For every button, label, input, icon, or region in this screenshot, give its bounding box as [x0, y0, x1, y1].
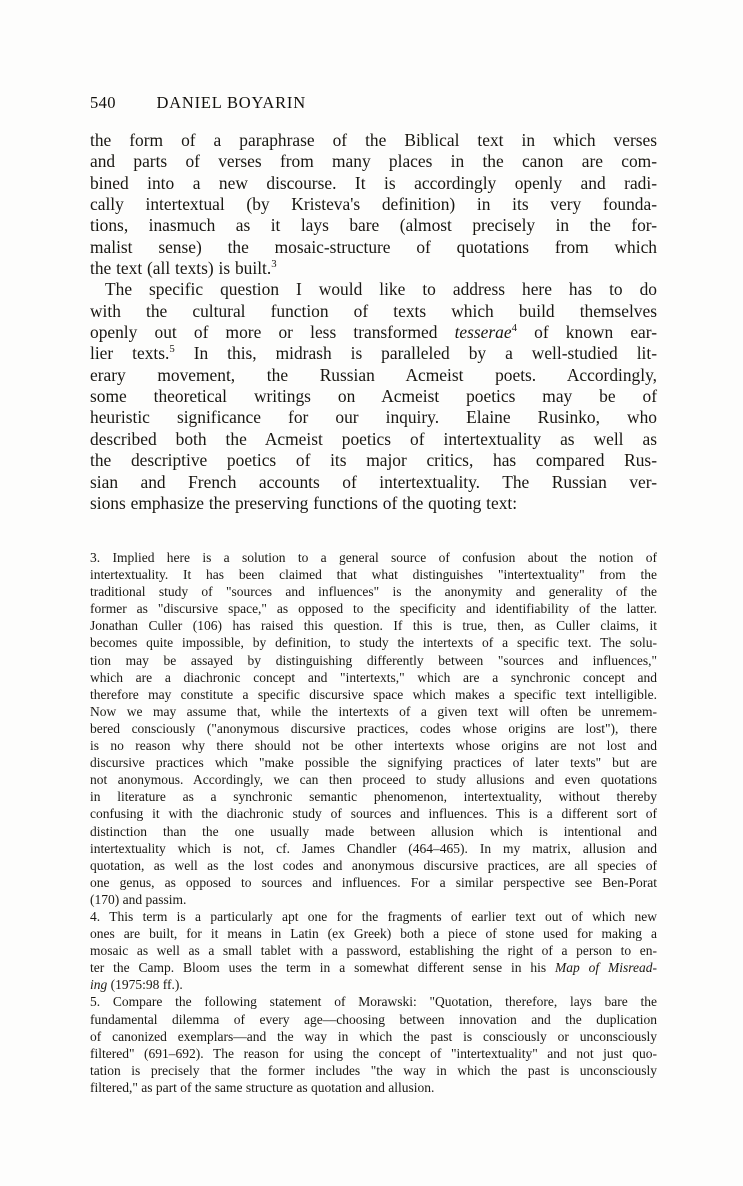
body-text-line: cally intertextual (by Kristeva's definition) in its very founda-	[90, 194, 657, 215]
body-text-line: bined into a new discourse. It is accordingly openly and radi-	[90, 172, 657, 193]
footnote-line: traditional study of "sources and influences" is the anonymity and generality of the	[90, 584, 657, 600]
footnote-line: not anonymous. Accordingly, we can then proceed to study allusions and even quotations	[90, 772, 657, 788]
footnote-line: 4. This term is a particularly apt one for the fragments of earlier text out of which new	[90, 908, 657, 924]
footnote-line: bered consciously ("anonymous discursive practices, codes whose origins are lost"), there	[90, 720, 657, 736]
footnotes	[90, 549, 657, 1096]
footnote-line: Now we may assume that, while the intertexts of a given text will often be unremem-	[90, 703, 657, 719]
body-text-line: described both the Acmeist poetics of intertextuality as well as	[90, 428, 657, 449]
body-text-line: the form of a paraphrase of the Biblical text in which verses	[90, 130, 657, 150]
footnote-line: of canonized exemplars—and the way in which the past is consciously or unconsciously	[90, 1028, 657, 1044]
footnote-line: intertextuality which is not, cf. James Chandler (464–465). In my matrix, allusion and	[90, 840, 657, 856]
page-number: 540	[90, 93, 116, 112]
footnote-line: ing (1975:98 ff.).	[90, 977, 183, 993]
body-text-line: heuristic significance for our inquiry. Elaine Rusinko, who	[90, 407, 657, 428]
footnote-line: filtered," as part of the same structure as quotation and allusion.	[90, 1079, 435, 1095]
body-text-line: sian and French accounts of intertextuality. The Russian ver-	[90, 471, 657, 492]
body-text-line: some theoretical writings on Acmeist poetics may be of	[90, 386, 657, 407]
body-text-line: lier texts.$^5$ In this, midrash is paralleled by a well-studied lit-	[90, 343, 657, 364]
footnote-line: ter the Camp. Bloom uses the term in a somewhat different sense in his Map of Misread-	[90, 960, 657, 976]
footnote-line: 3. Implied here is a solution to a general source of confusion about the notion of	[90, 550, 657, 565]
body-text-line: erary movement, the Russian Acmeist poets. Accordingly,	[90, 364, 657, 385]
body-text-line: and parts of verses from many places in the canon are com-	[90, 151, 657, 172]
footnote-line: discursive practices which "make possible the signifying practices of later texts" but are	[90, 755, 657, 771]
footnote-line: confusing it with the diachronic study of sources and influences. This is a different sort of	[90, 806, 657, 822]
footnote-line: mosaic as well as a small tablet with a password, establishing the right of a person to en-	[90, 943, 657, 959]
body-text-line: openly out of more or less transformed tesserae$^4$ of known ear-	[90, 322, 657, 343]
body-text-line: tions, inasmuch as it lays bare (almost precisely in the for-	[90, 215, 657, 236]
footnote-line: former as "discursive space," as opposed to the specificity and identifiability of the latter.	[90, 601, 657, 617]
footnote-line: fundamental dilemma of every age—choosing between innovation and the duplication	[90, 1011, 657, 1027]
footnote-line: intertextuality. It has been claimed that what distinguishes "intertextuality" from the	[90, 567, 657, 583]
footnote-line: quotation, as well as the lost codes and anonymous discursive practices, are all species of	[90, 857, 657, 873]
footnote-line: becomes quite impossible, by definition, to study the intertexts of a specific text. The solu-	[90, 635, 657, 651]
footnote-line: one genus, as opposed to sources and influences. For a similar perspective see Ben-Porat	[90, 874, 657, 890]
body-text-line: malist sense) the mosaic-structure of quotations from which	[90, 236, 657, 257]
footnote-line: tion may be assayed by distinguishing differently between "sources and influences,"	[90, 652, 657, 668]
body-text-line: the text (all texts) is built.$^3$	[90, 258, 277, 279]
footnote-line: which are a diachronic concept and "intertexts," which are a synchronic concept and	[90, 669, 657, 685]
body-text	[90, 130, 657, 514]
footnote-line: filtered" (691–692). The reason for using the concept of "intertextuality" and not just quo-	[90, 1045, 657, 1061]
footnote-line: distinction than the one usually made between allusion which is intentional and	[90, 823, 657, 839]
footnote-line: therefore may constitute a specific discursive space which makes a specific text intelligible.	[90, 686, 657, 702]
running-header	[90, 93, 657, 113]
footnote-line: (170) and passim.	[90, 891, 187, 907]
body-text-line: the descriptive poetics of its major critics, has compared Rus-	[90, 450, 657, 471]
footnote-line: is no reason why there should not be other intertexts whose origins are not lost and	[90, 738, 657, 754]
footnote-line: 5. Compare the following statement of Morawski: "Quotation, therefore, lays bare the	[90, 994, 657, 1010]
footnote-line: tation is precisely that the former includes "the way in which the past is unconsciously	[90, 1062, 657, 1078]
body-text-line: sions emphasize the preserving functions of the quoting text:	[90, 492, 518, 513]
body-text-line: The specific question I would like to address here has to do	[105, 279, 657, 300]
body-text-line: with the cultural function of texts which build themselves	[90, 300, 657, 321]
footnote-line: Jonathan Culler (106) has raised this question. If this is true, then, as Culler claims, it	[90, 618, 657, 634]
footnote-line: in literature as a synchronic semantic phenomenon, intertextuality, without thereby	[90, 789, 657, 805]
footnote-line: ones are built, for it means in Latin (ex Greek) both a piece of stone used for making a	[90, 926, 657, 942]
running-head-author: DANIEL BOYARIN	[156, 93, 306, 112]
